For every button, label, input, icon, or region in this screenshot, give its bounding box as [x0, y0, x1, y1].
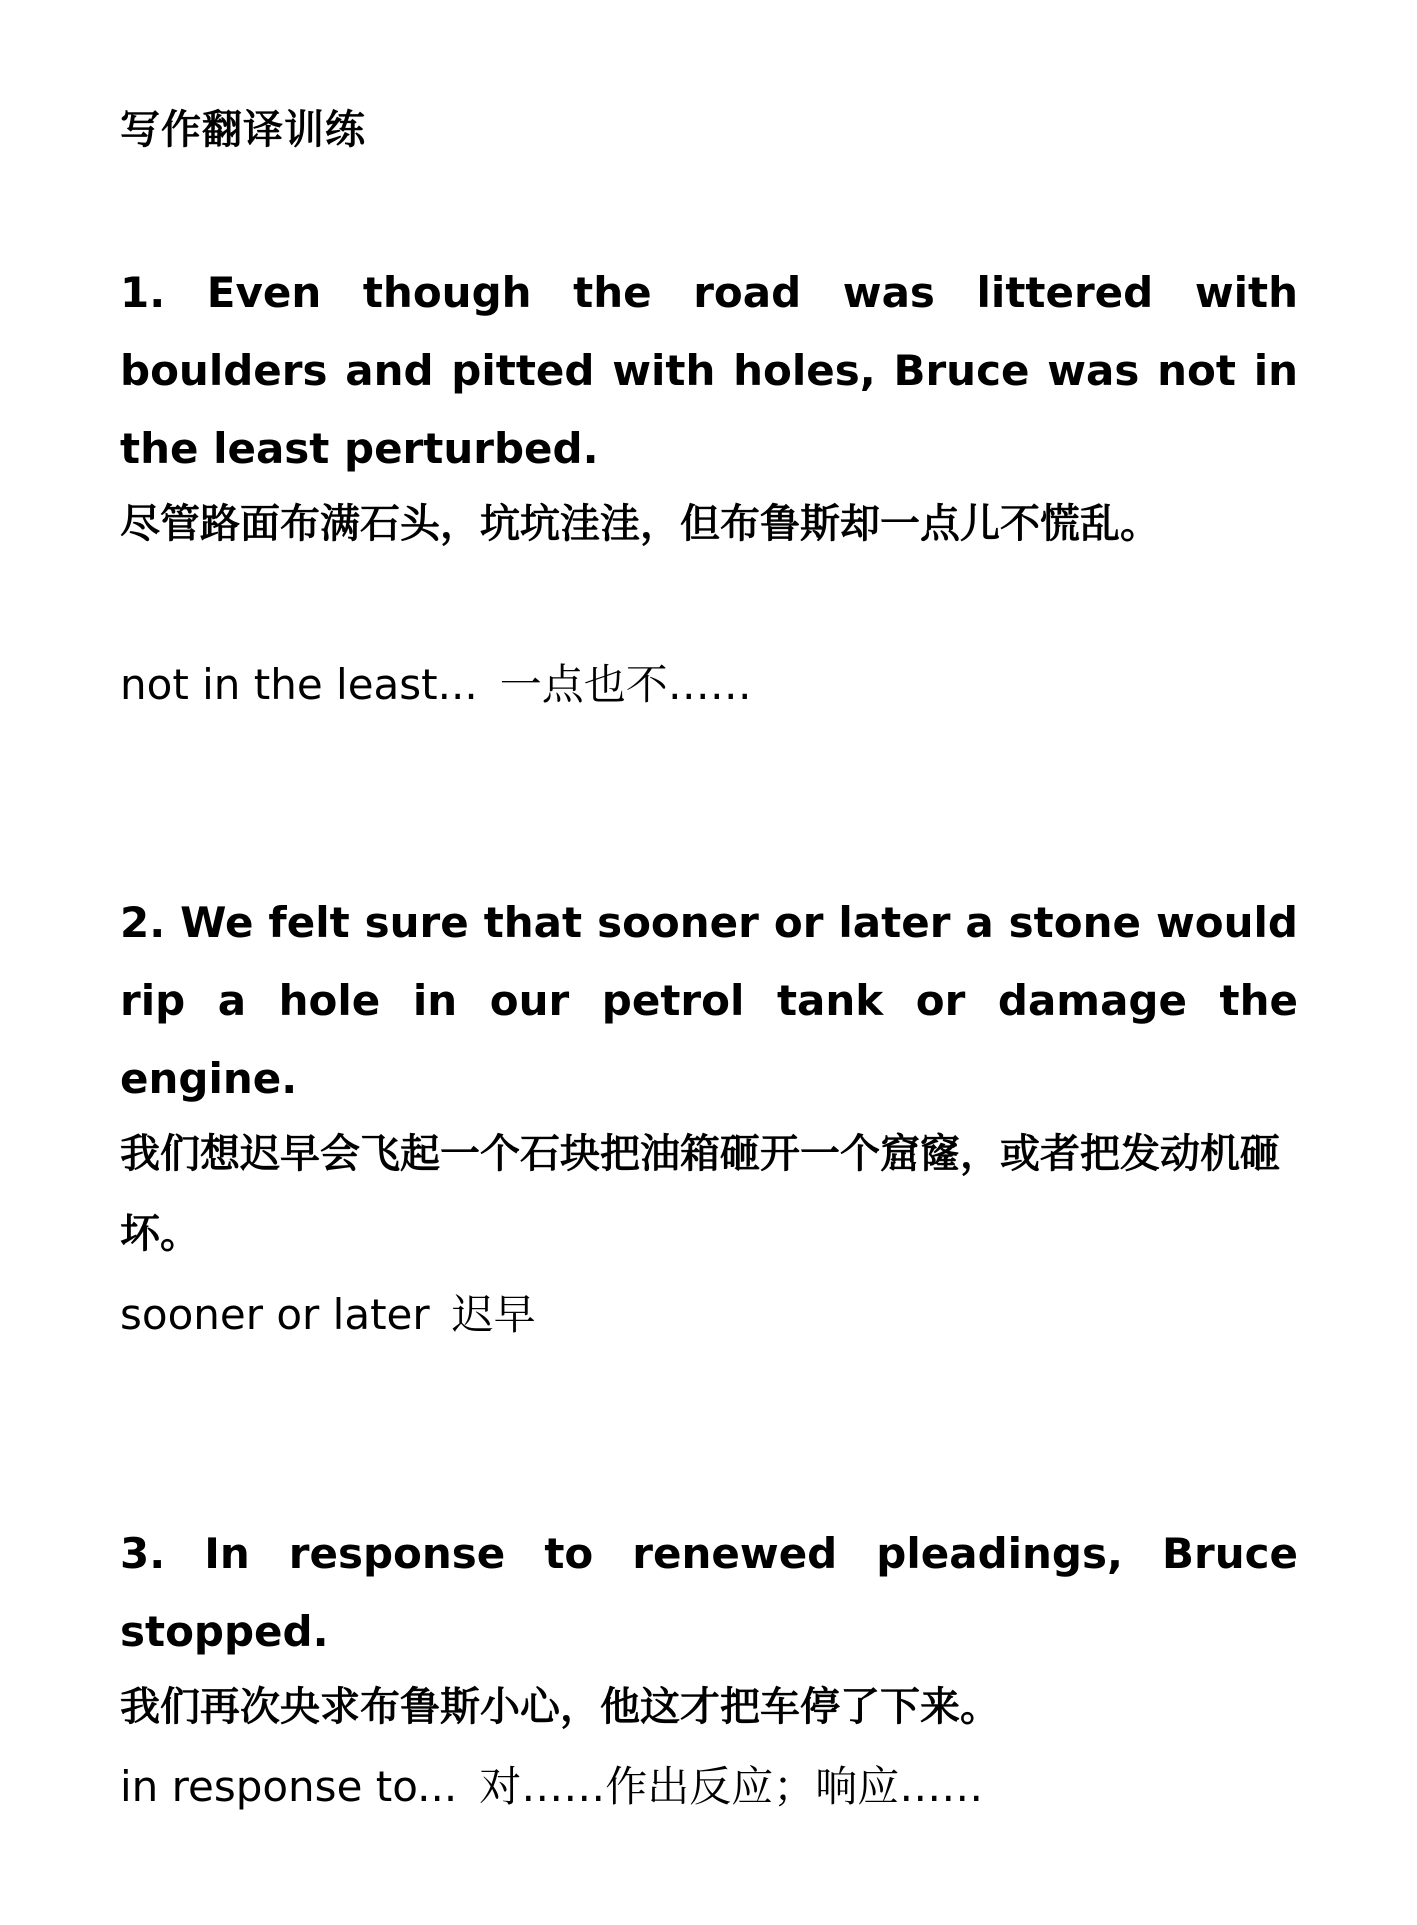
phrase-english-2: sooner or later — [120, 1290, 430, 1339]
sentence-english-1: 1. Even though the road was littered with boulders and pitted with holes, Bruce was not in the least perturbed. — [120, 268, 1298, 473]
sentence-chinese-2: 我们想迟早会飞起一个石块把油箱砸开一个窟窿，或者把发动机砸坏。 — [120, 1131, 1280, 1257]
sentence-block-1 — [120, 254, 1298, 564]
phrase-chinese-1: 一点也不…… — [499, 660, 752, 709]
phrase-chinese-2: 迟早 — [451, 1290, 536, 1339]
phrase-chinese-3: 对……作出反应；响应…… — [479, 1762, 984, 1811]
sentence-english-3: 3. In response to renewed pleadings, Bruce stopped. — [120, 1529, 1298, 1656]
phrase-3 — [120, 1757, 983, 1817]
sentence-block-3 — [120, 1515, 1298, 1747]
phrase-2 — [120, 1285, 536, 1345]
sentence-block-2 — [120, 884, 1298, 1274]
sentence-english-2: 2. We felt sure that sooner or later a stone would rip a hole in our petrol tank or damage the engine. — [120, 898, 1298, 1103]
sentence-chinese-3: 我们再次央求布鲁斯小心，他这才把车停了下来。 — [120, 1684, 1000, 1730]
phrase-1 — [120, 655, 752, 715]
page-title: 写作翻译训练 — [120, 107, 366, 153]
phrase-english-1: not in the least... — [120, 660, 478, 709]
sentence-chinese-1: 尽管路面布满石头，坑坑洼洼，但布鲁斯却一点儿不慌乱。 — [120, 501, 1160, 547]
phrase-english-3: in response to... — [120, 1762, 458, 1811]
